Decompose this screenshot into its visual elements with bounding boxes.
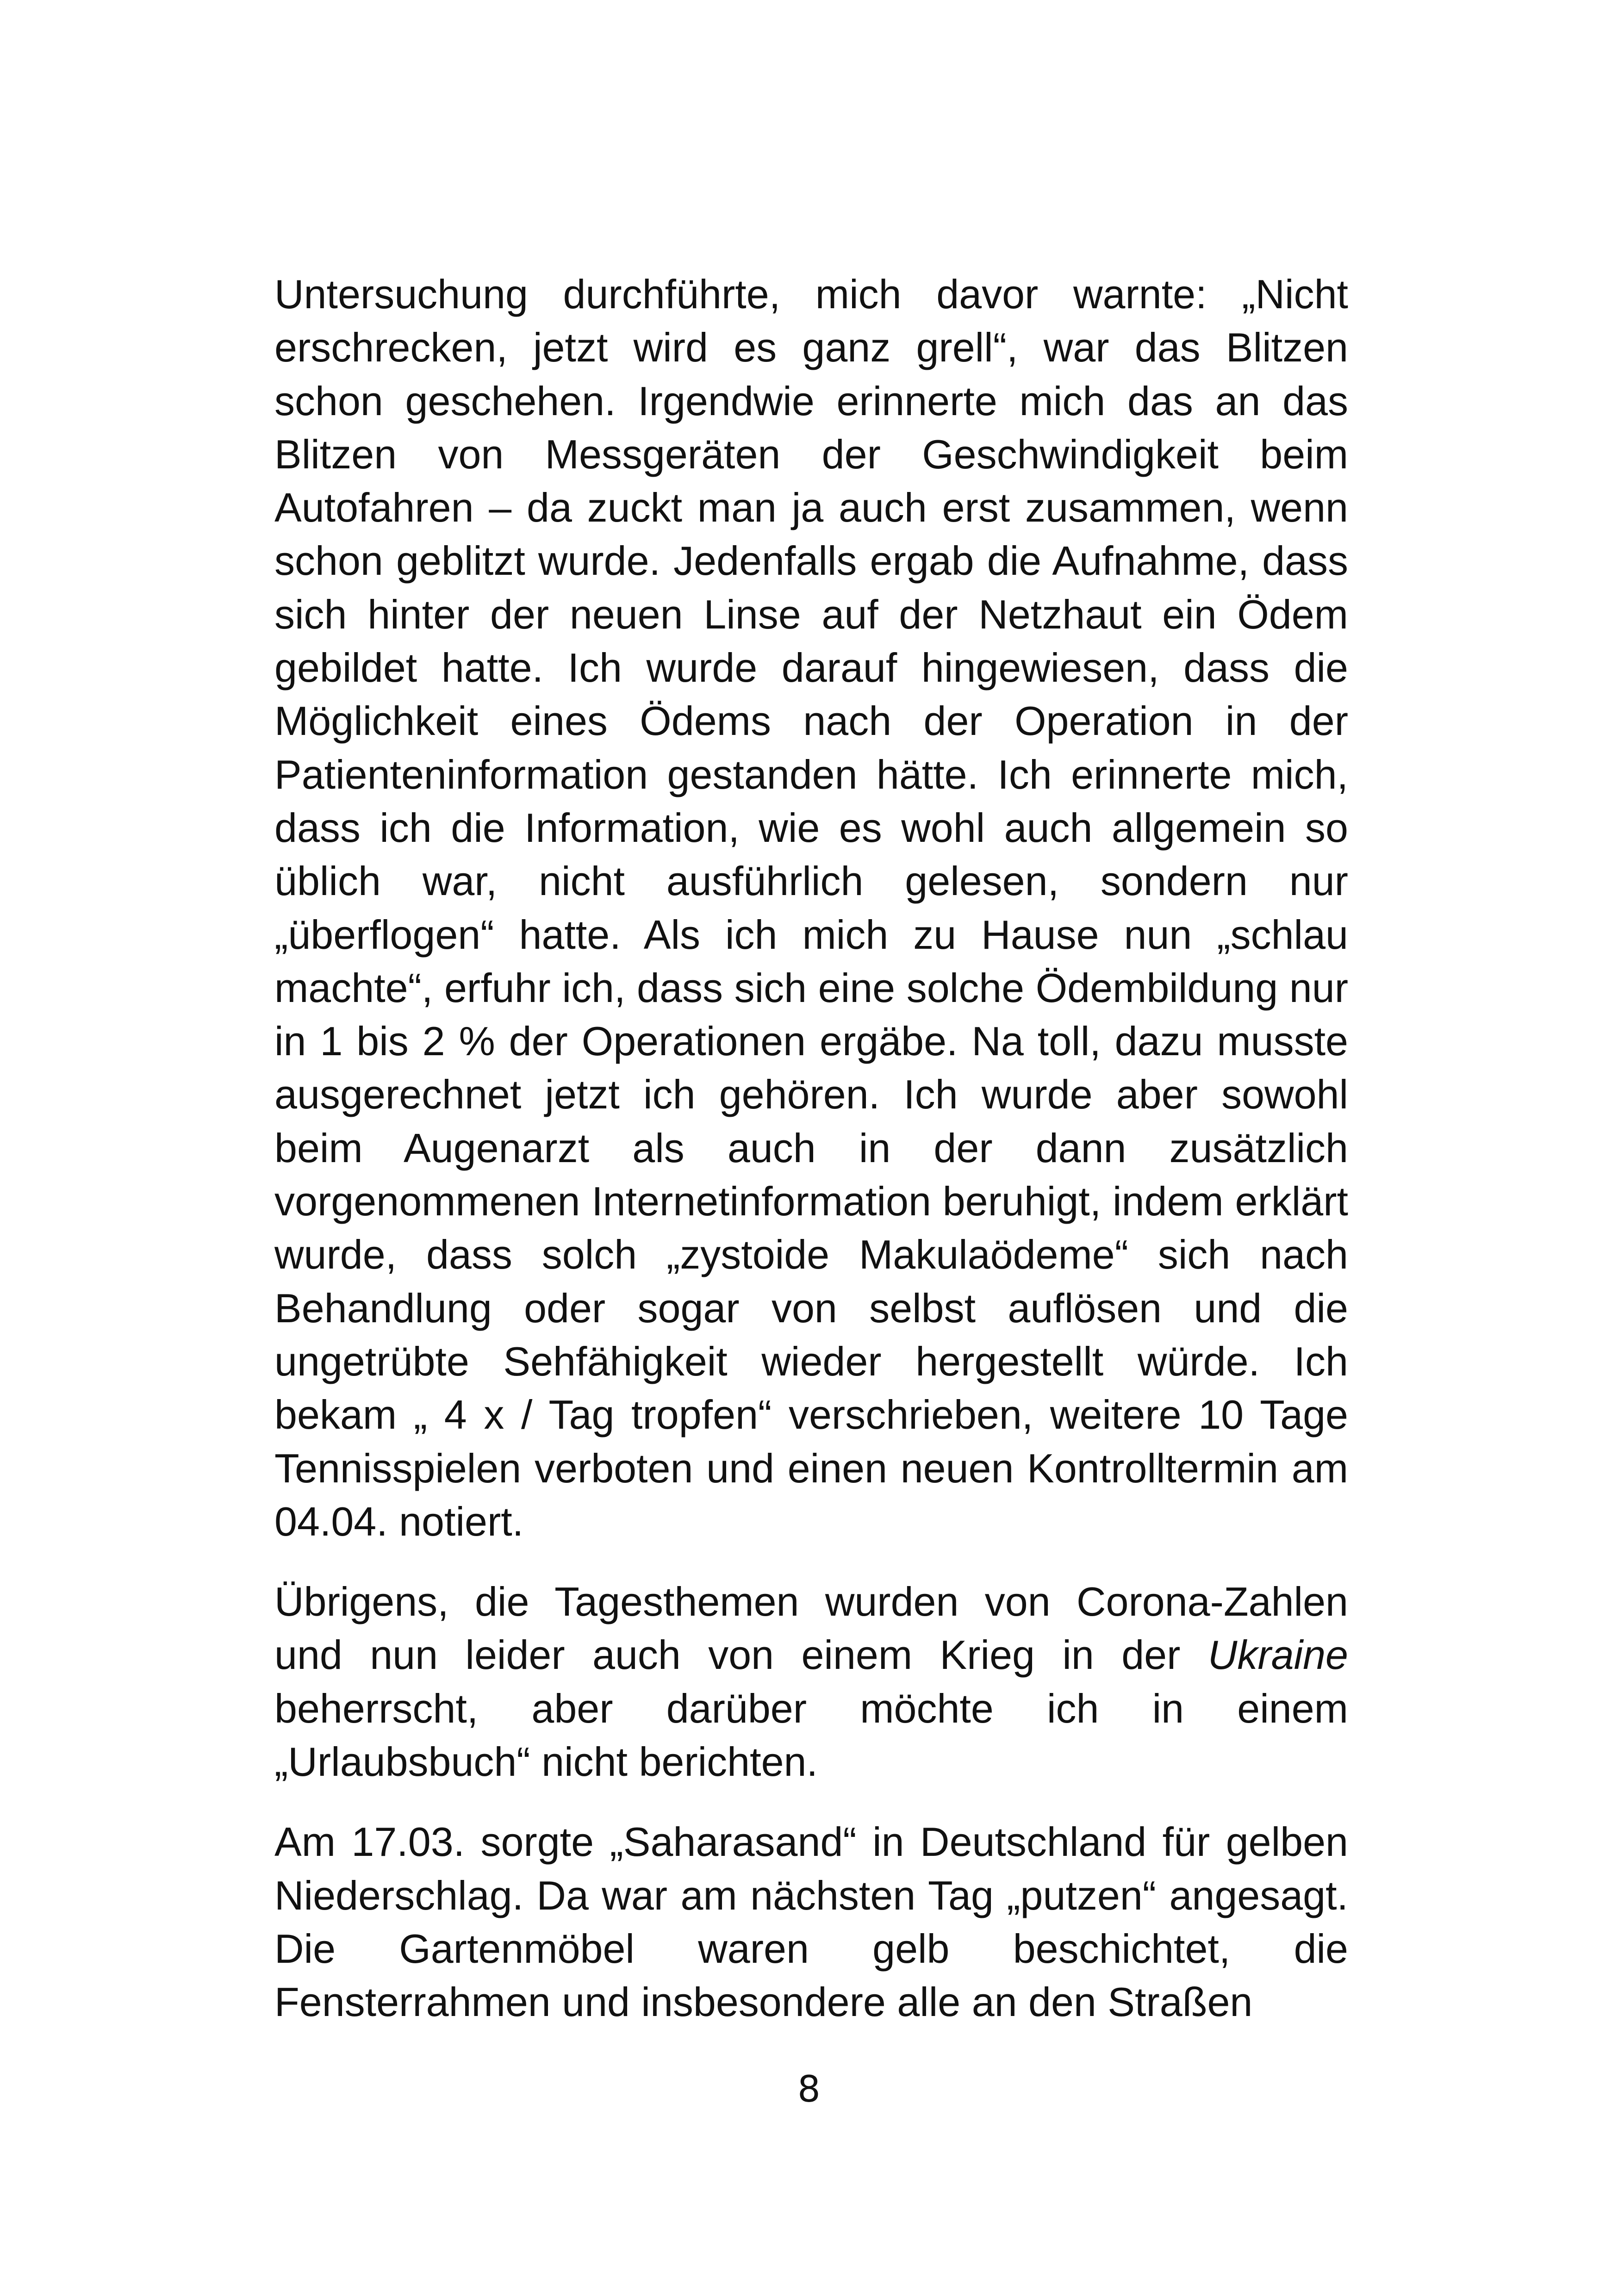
paragraph-text: Übrigens, die Tagesthemen wurden von Corona-Zahlen und nun leider auch von einem Krieg in der xyxy=(274,1579,1348,1678)
paragraph-text: beherrscht, aber darüber möchte ich in einem „Urlaubsbuch“ nicht berichten. xyxy=(274,1685,1348,1785)
body-text xyxy=(274,268,1348,2029)
paragraph-untersuchung xyxy=(274,268,1348,1548)
paragraph-saharasand xyxy=(274,1815,1348,2028)
paragraph-text: Untersuchung durchführte, mich davor warnte: „Nicht erschrecken, jetzt wird es ganz grell“, war das Blitzen schon geschehen. Irgendwie erinnerte mich das an das Blitzen von Messgeräten der Geschwindigkeit beim Autofahren – da zuckt man ja auch erst zusammen, wenn schon geblitzt wurde. Jedenfalls ergab die Aufnahme, dass sich hinter der neuen Linse auf der Netzhaut ein Ödem gebildet hatte. Ich wurde darauf hingewiesen, dass die Möglichkeit eines Ödems nach der Operation in der Patienteninformation gestanden hätte. Ich erinnerte mich, dass ich die Information, wie es wohl auch allgemein so üblich war, nicht ausführlich gelesen, sondern nur „überflogen“ hatte. Als ich mich zu Hause nun „schlau machte“, erfuhr ich, dass sich eine solche Ödembildung nur in 1 bis 2 % der Operationen ergäbe. Na toll, dazu musste ausgerechnet jetzt ich gehören. Ich wurde aber sowohl beim Augenarzt als auch in der dann zusätzlich vorgenommenen Internetinformation beruhigt, indem erklärt wurde, dass solch „zystoide Makulaödeme“ sich nach Behandlung oder sogar von selbst auflösen und die ungetrübte Sehfähigkeit wieder hergestellt würde. Ich bekam „ 4 x / Tag tropfen“ verschrieben, weitere 10 Tage Tennisspielen verboten und einen neuen Kontrolltermin am 04.04. notiert. xyxy=(274,271,1348,1544)
page-number: 8 xyxy=(797,2069,821,2110)
paragraph-text: Am 17.03. sorgte „Saharasand“ in Deutschland für gelben Niederschlag. Da war am nächsten Tag „putzen“ angesagt. Die Gartenmöbel waren gelb beschichtet, die Fensterrahmen und insbesondere alle an den Straßen xyxy=(274,1819,1348,2025)
paragraph-tagesthemen xyxy=(274,1575,1348,1788)
emphasis-ukraine: Ukraine xyxy=(1207,1632,1348,1678)
